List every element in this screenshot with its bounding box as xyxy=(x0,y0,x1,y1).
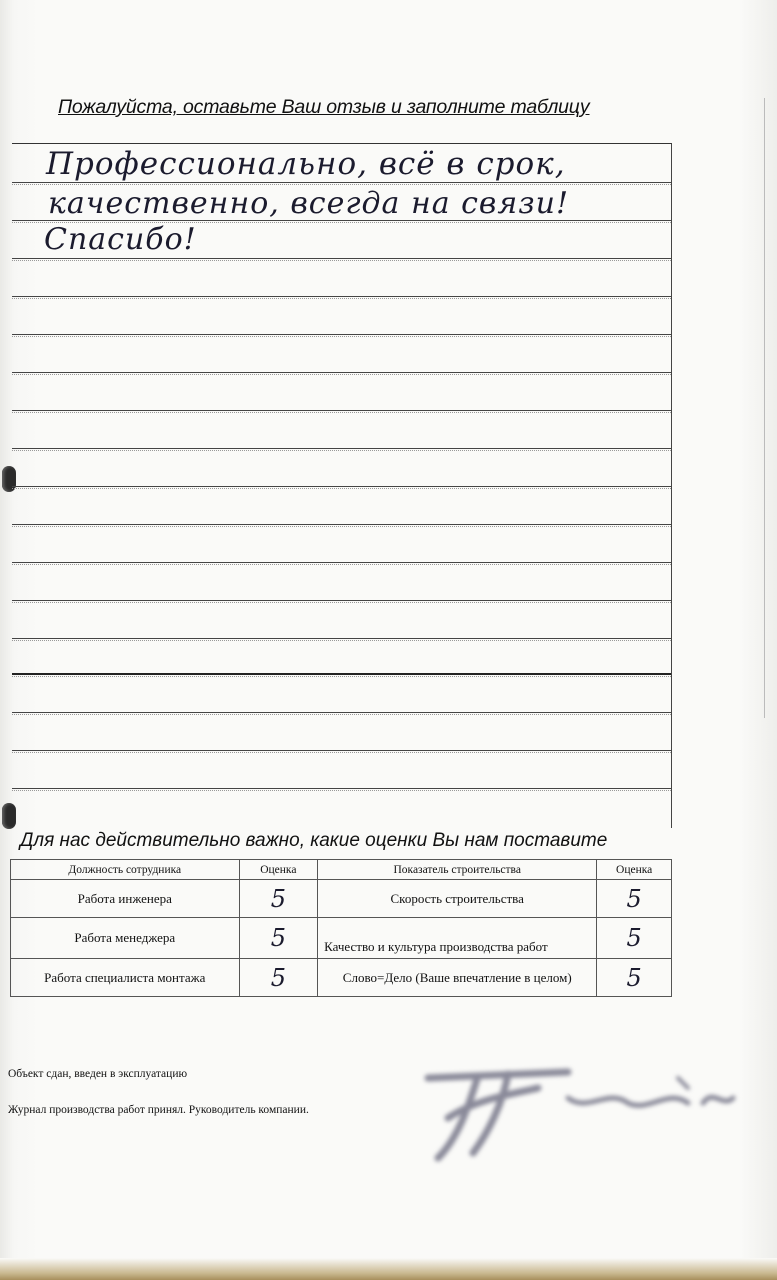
ruled-line xyxy=(12,638,671,639)
table-row xyxy=(11,880,672,918)
ratings-heading: Для нас действительно важно, какие оценки Вы нам поставите xyxy=(20,830,608,851)
ratings-table xyxy=(10,859,672,997)
header-position: Должность сотрудника xyxy=(11,860,240,880)
table-header-row xyxy=(11,860,672,880)
indicator-score-cell xyxy=(597,959,672,997)
header-indicator-score: Оценка xyxy=(597,860,672,880)
score-cell xyxy=(239,959,318,997)
handwritten-score: 5 xyxy=(626,963,642,992)
ruled-line xyxy=(12,562,671,563)
ruled-line xyxy=(12,712,671,713)
ruled-line xyxy=(12,448,671,449)
score-cell xyxy=(239,880,318,918)
indicator-cell: Качество и культура производства работ xyxy=(318,918,597,959)
handwritten-score: 5 xyxy=(270,963,286,992)
table-row xyxy=(11,918,672,959)
position-cell: Работа специалиста монтажа xyxy=(11,959,240,997)
ruled-line xyxy=(12,334,671,335)
ruled-line xyxy=(12,600,671,601)
ruled-line xyxy=(12,673,671,675)
indicator-score-cell xyxy=(597,918,672,959)
handwritten-line-1: Профессионально, всё в срок, xyxy=(46,146,566,182)
table-row xyxy=(11,959,672,997)
blurred-signature xyxy=(418,1058,748,1168)
handwritten-score: 5 xyxy=(626,884,642,913)
footer-line-1: Объект сдан, введен в эксплуатацию xyxy=(8,1068,188,1080)
handwritten-line-2: качественно, всегда на связи! xyxy=(48,186,569,221)
position-cell: Работа инженера xyxy=(11,880,240,918)
ruled-line xyxy=(12,750,671,751)
handwritten-score: 5 xyxy=(270,884,286,913)
handwritten-line-3: Спасибо! xyxy=(44,222,197,257)
header-indicator: Показатель строительства xyxy=(318,860,597,880)
position-cell: Работа менеджера xyxy=(11,918,240,959)
header-score: Оценка xyxy=(239,860,318,880)
indicator-score-cell xyxy=(597,880,672,918)
ruled-line xyxy=(12,296,671,297)
score-cell xyxy=(239,918,318,959)
indicator-cell: Слово=Дело (Ваше впечатление в целом) xyxy=(318,959,597,997)
page-edge-mark xyxy=(764,98,775,718)
ruled-line xyxy=(12,486,671,487)
handwritten-score: 5 xyxy=(270,924,286,952)
ruled-line xyxy=(12,410,671,411)
table-surface-edge xyxy=(0,1258,777,1280)
footer-line-2: Журнал производства работ принял. Руководитель компании. xyxy=(8,1104,309,1116)
feedback-heading: Пожалуйста, оставьте Ваш отзыв и заполните таблицу xyxy=(58,96,590,118)
ruled-line xyxy=(12,524,671,525)
indicator-cell: Скорость строительства xyxy=(318,880,597,918)
handwritten-score: 5 xyxy=(626,924,642,952)
ruled-line xyxy=(12,788,671,789)
ruled-line xyxy=(12,258,671,259)
ruled-line xyxy=(12,182,671,183)
ruled-line xyxy=(12,372,671,373)
